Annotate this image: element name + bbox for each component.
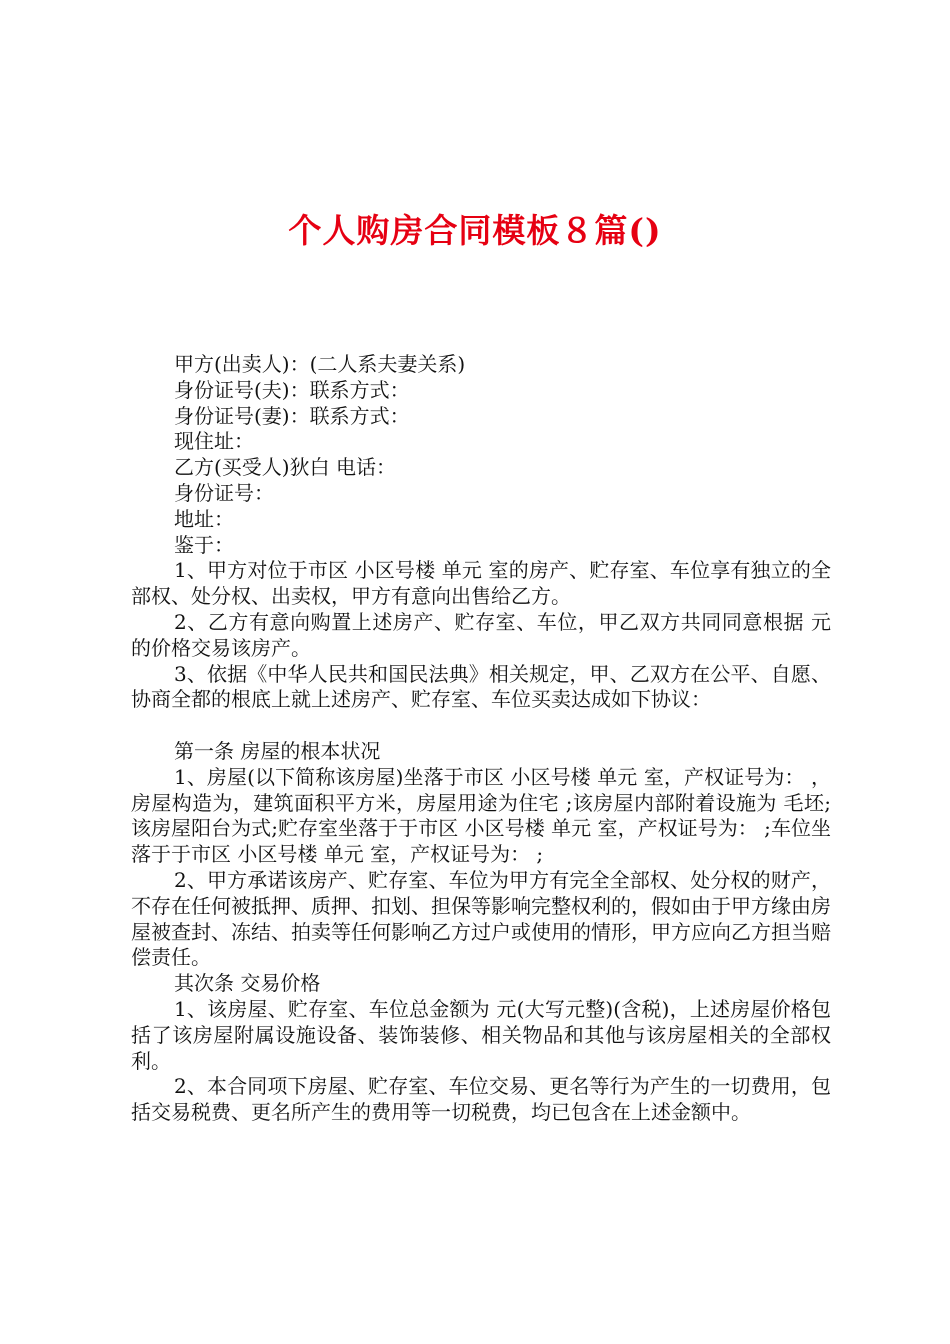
document-title: 个人购房合同模板８篇() (288, 211, 662, 250)
article-2-item-2: 2、本合同项下房屋、贮存室、车位交易、更名等行为产生的一切费用，包括交易税费、更名所产生的费用等一切税费，均已包含在上述金额中。 (131, 1074, 831, 1125)
current-address-line: 现住址： (174, 429, 254, 454)
party-b-id-line: 身份证号： (174, 480, 274, 505)
whereas-line: 鉴于： (174, 532, 234, 557)
party-b-line: 乙方(买受人)狄白 电话： (174, 455, 396, 480)
spacer (131, 713, 831, 739)
party-a-line: 甲方(出卖人)：(二人系夫妻关系) (174, 352, 466, 376)
article-2-heading: 其次条 交易价格 (174, 971, 321, 996)
recital-1: 1、甲方对位于市区 小区号楼 单元 室的房产、贮存室、车位享有独立的全部权、处分权、出卖权，甲方有意向出售给乙方。 (131, 558, 831, 609)
wife-id-line: 身份证号(妻)：联系方式： (174, 403, 410, 428)
document-body (131, 352, 831, 1126)
article-1-item-1: 1、房屋(以下简称该房屋)坐落于市区 小区号楼 单元 室，产权证号为： ，房屋构造为，建筑面积平方米，房屋用途为住宅 ;该房屋内部附着设施为 毛坯;该房屋阳台为式;贮存室坐落于于市区 小区号楼 单元 室，产权证号为： ;车位坐落于于市区 小区号楼 单元 室，产权证号为： ; (131, 764, 831, 867)
recital-3: 3、依据《中华人民共和国民法典》相关规定，甲、乙双方在公平、自愿、协商全都的根底上就上述房产、贮存室、车位买卖达成如下协议： (131, 661, 831, 712)
article-1-item-2: 2、甲方承诺该房产、贮存室、车位为甲方有完全全部权、处分权的财产，不存在任何被抵押、质押、扣划、担保等影响完整权利的，假如由于甲方缘由房屋被查封、冻结、拍卖等任何影响乙方过户或使用的情形，甲方应向乙方担当赔偿责任。 (131, 867, 831, 970)
party-b-address-line: 地址： (174, 506, 234, 531)
recital-2: 2、乙方有意向购置上述房产、贮存室、车位，甲乙双方共同同意根据 元的价格交易该房产。 (131, 609, 831, 660)
husband-id-line: 身份证号(夫)：联系方式： (174, 377, 410, 402)
article-2-item-1: 1、该房屋、贮存室、车位总金额为 元(大写元整)(含税)，上述房屋价格包括了该房屋附属设施设备、装饰装修、相关物品和其他与该房屋相关的全部权利。 (131, 996, 831, 1073)
article-1-heading: 第一条 房屋的根本状况 (174, 738, 381, 763)
